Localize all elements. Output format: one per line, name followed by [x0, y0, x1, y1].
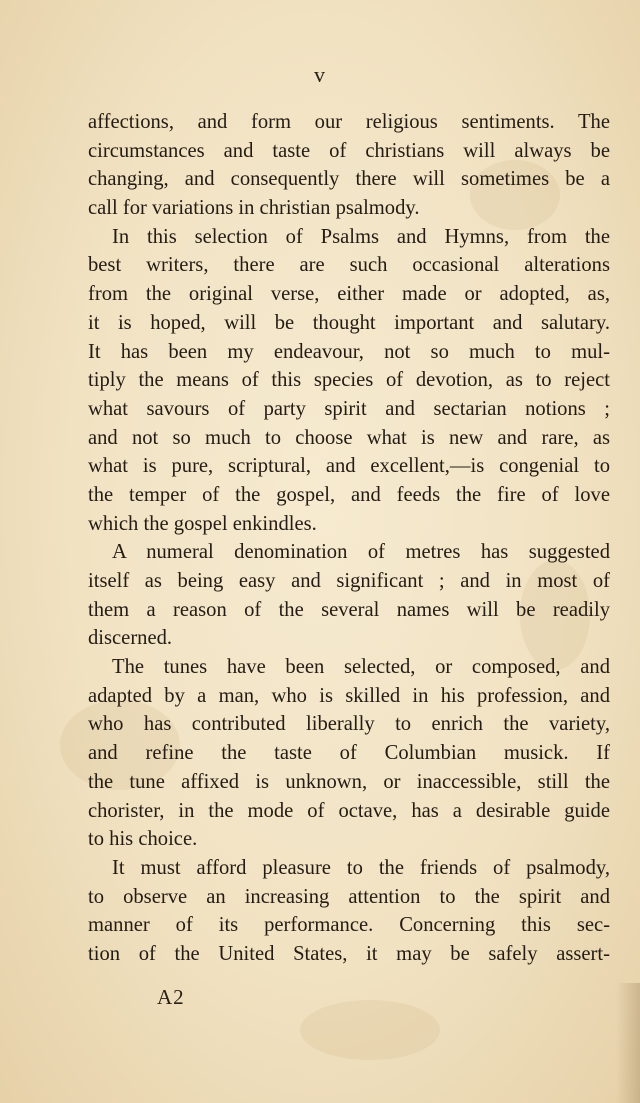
- text-line: changing, and consequently there will sometimes be a: [88, 168, 610, 191]
- paper-stain: [300, 1000, 440, 1060]
- page-edge-shadow: [616, 983, 640, 1103]
- text-line: affections, and form our religious sentiments. The: [88, 111, 610, 133]
- text-line: them a reason of the several names will be readily: [88, 598, 610, 621]
- text-line: call for variations in christian psalmody.: [88, 197, 420, 220]
- text-line: circumstances and taste of christians will always be: [88, 139, 610, 162]
- text-line: best writers, there are such occasional alterations: [88, 254, 610, 277]
- text-line: what savours of party spirit and sectarian notions ;: [88, 397, 610, 420]
- text-line: which the gospel enkindles.: [88, 512, 317, 535]
- text-line: from the original verse, either made or adopted, as,: [88, 283, 610, 306]
- text-line: to observe an increasing attention to the spirit and: [88, 885, 610, 908]
- text-line: the temper of the gospel, and feeds the fire of love: [88, 483, 610, 506]
- text-line: and not so much to choose what is new and rare, as: [88, 426, 610, 449]
- text-line: and refine the taste of Columbian musick. If: [88, 742, 610, 765]
- text-line: manner of its performance. Concerning this sec-: [88, 914, 610, 937]
- text-line: A numeral denomination of metres has suggested: [112, 541, 610, 564]
- text-line: In this selection of Psalms and Hymns, from the: [112, 225, 610, 248]
- text-line: the tune affixed is unknown, or inaccessible, still the: [88, 770, 610, 793]
- text-line: It must afford pleasure to the friends of psalmody,: [112, 856, 610, 879]
- text-line: adapted by a man, who is skilled in his profession, and: [88, 684, 610, 707]
- text-line: tion of the United States, it may be safely assert-: [88, 942, 610, 965]
- page-number: v: [314, 62, 326, 87]
- body-text: [88, 108, 610, 969]
- text-line: It has been my endeavour, not so much to mul-: [88, 340, 610, 363]
- text-line: chorister, in the mode of octave, has a desirable guide: [88, 799, 610, 822]
- text-line: it is hoped, will be thought important and salutary.: [88, 311, 610, 334]
- text-line: itself as being easy and significant ; and in most of: [88, 570, 610, 592]
- text-line: discerned.: [88, 627, 173, 650]
- text-line: to his choice.: [88, 828, 198, 851]
- text-line: The tunes have been selected, or composed, and: [112, 656, 610, 679]
- text-line: tiply the means of this species of devotion, as to reject: [88, 369, 610, 392]
- signature-mark: A2: [157, 985, 185, 1009]
- text-line: what is pure, scriptural, and excellent,—is congenial to: [88, 455, 610, 478]
- text-line: who has contributed liberally to enrich the variety,: [88, 713, 610, 736]
